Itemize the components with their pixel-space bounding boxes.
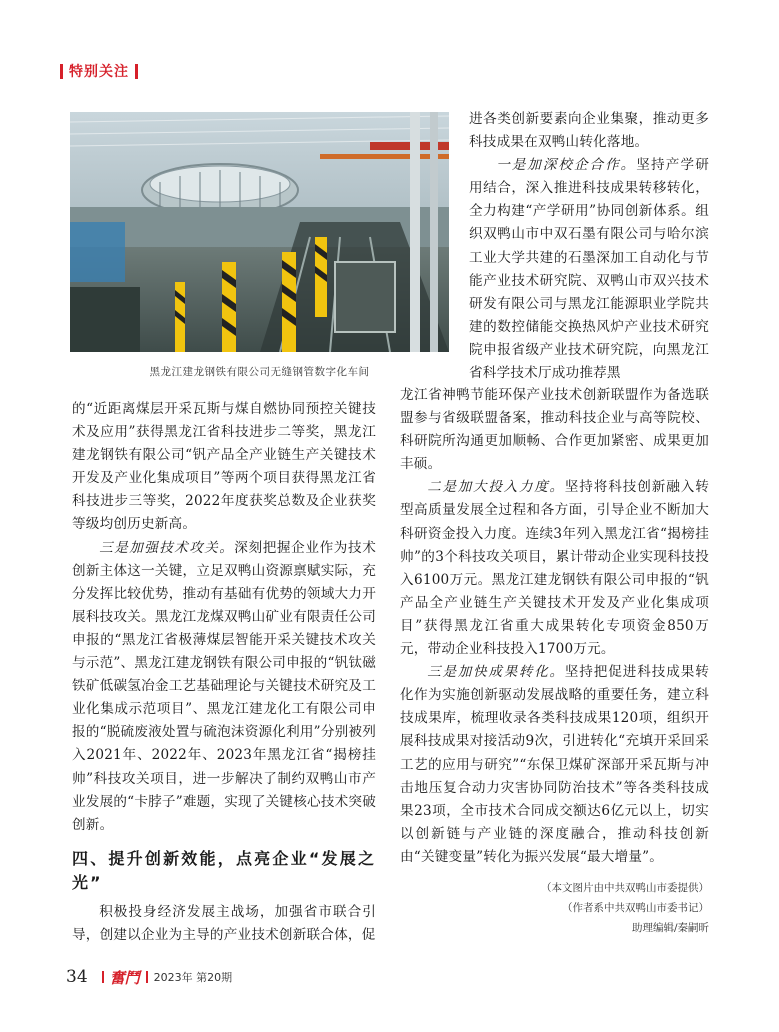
section-heading: 四、提升创新效能，点亮企业“发展之光” [72,848,376,892]
right-column-top [469,108,709,385]
paragraph: 积极投身经济发展主战场，加强省市联合引导，创建以企业为主导的产业技术创新联合体，促 [72,903,376,943]
paragraph-text: 坚持把促进科技成果转化作为实施创新驱动发展战略的重要任务，建立科技成果库，梳理收录各类科技成果120项，组织开展科技成果对接活动9次，引进转化“充填开采回采工艺的应用与研究”“东保卫煤矿深部开采瓦斯与冲击地压复合动力灾害协同防治技术”等各类科技成果23项，全市技术合同成交额达6亿元以上，切实以创新链与产业链的深度融合，推动科技创新由“关键变量”转化为振兴发展“最大增量”。 [400,664,709,865]
editor-credit: 助理编辑/秦嗣昕 [631,922,709,934]
paragraph [469,154,709,385]
footer-bar [102,971,104,983]
page-footer [66,966,232,988]
paragraph-lead: 一是加深校企合作。 [496,157,637,174]
right-column [400,384,709,869]
magazine-logo: 奮鬥 [109,968,140,987]
paragraph-text: 坚持将科技创新融入转型高质量发展全过程和各方面，引导企业不断加大科研资金投入力度。连续3年列入黑龙江省“揭榜挂帅”的3个科技攻关项目，累计带动企业实现科技投入6100万元。黑龙江建龙钢铁有限公司申报的“钒产品全产业链生产关键技术开发及产业化集成项目”获得黑龙江省重大成果转化专项资金850万元，带动企业科技投入1700万元。 [400,479,709,658]
paragraph-lead: 三是加强技术攻关。 [99,539,235,556]
author-credit: （作者系中共双鸭山市委书记） [562,902,709,914]
paragraph-lead: 三是加快成果转化。 [427,664,565,681]
paragraph [400,661,709,869]
section-header [60,60,138,82]
page-number: 34 [66,967,88,987]
paragraph: 进各类创新要素向企业集聚，推动更多科技成果在双鸭山转化落地。 [469,111,709,151]
paragraph-lead: 二是加大投入力度。 [427,479,565,496]
paragraph [72,537,376,837]
left-column [72,398,376,947]
paragraph: 的“近距离煤层开采瓦斯与煤自燃协同预控关键技术及应用”获得黑龙江省科技进步二等奖，黑龙江建龙钢铁有限公司“钒产品全产业链生产关键技术开发及产业化集成项目”等两个项目获得黑龙江省科技进步三等奖，2022年度获奖总数及企业获奖等级均创历史新高。 [72,401,376,533]
paragraph [400,476,709,661]
footer-bar [146,971,148,983]
issue-label: 2023年 第20期 [153,971,233,984]
paragraph-text: 坚持产学研用结合，深入推进科技成果转移转化，全力构建“产学研用”协同创新体系。组织双鸭山市中双石墨有限公司与哈尔滨工业大学共建的石墨深加工自动化与节能产业技术研究院、双鸭山市双兴技术研发有限公司与黑龙江能源职业学院共建的数控储能交换热风炉产业技术研究院申报省级产业技术研究院，向黑龙江省科学技术厅成功推荐黑 [469,157,710,382]
paragraph: 龙江省神鸭节能环保产业技术创新联盟作为备选联盟参与省级联盟备案，推动科技企业与高等院校、科研院所沟通更加顺畅、合作更加紧密、成果更加丰硕。 [400,387,709,473]
factory-photo [70,112,449,352]
photo-credit: （本文图片由中共双鸭山市委提供） [541,882,709,894]
section-title: 特别关注 [69,64,129,80]
article-credits [400,878,709,938]
header-bar-right [135,64,138,79]
header-bar-left [60,64,63,79]
photo-caption: 黑龙江建龙钢铁有限公司无缝钢管数字化车间 [149,366,370,378]
paragraph-text: 深刻把握企业作为技术创新主体这一关键，立足双鸭山资源禀赋实际，充分发挥比较优势，推动有基础有优势的领域大力开展科技攻关。黑龙江龙煤双鸭山矿业有限责任公司申报的“黑龙江省极薄煤层智能开采关键技术攻关与示范”、黑龙江建龙钢铁有限公司申报的“钒钛磁铁矿低碳氢冶金工艺基础理论与关键技术研究及工业化集成示范项目”、黑龙江建龙化工有限公司申报的“脱硫废液处置与硫泡沫资源化利用”分别被列入2021年、2022年、2023年黑龙江省“揭榜挂帅”科技攻关项目，进一步解决了制约双鸭山市产业发展的“卡脖子”难题，实现了关键核心技术突破创新。 [72,539,376,833]
